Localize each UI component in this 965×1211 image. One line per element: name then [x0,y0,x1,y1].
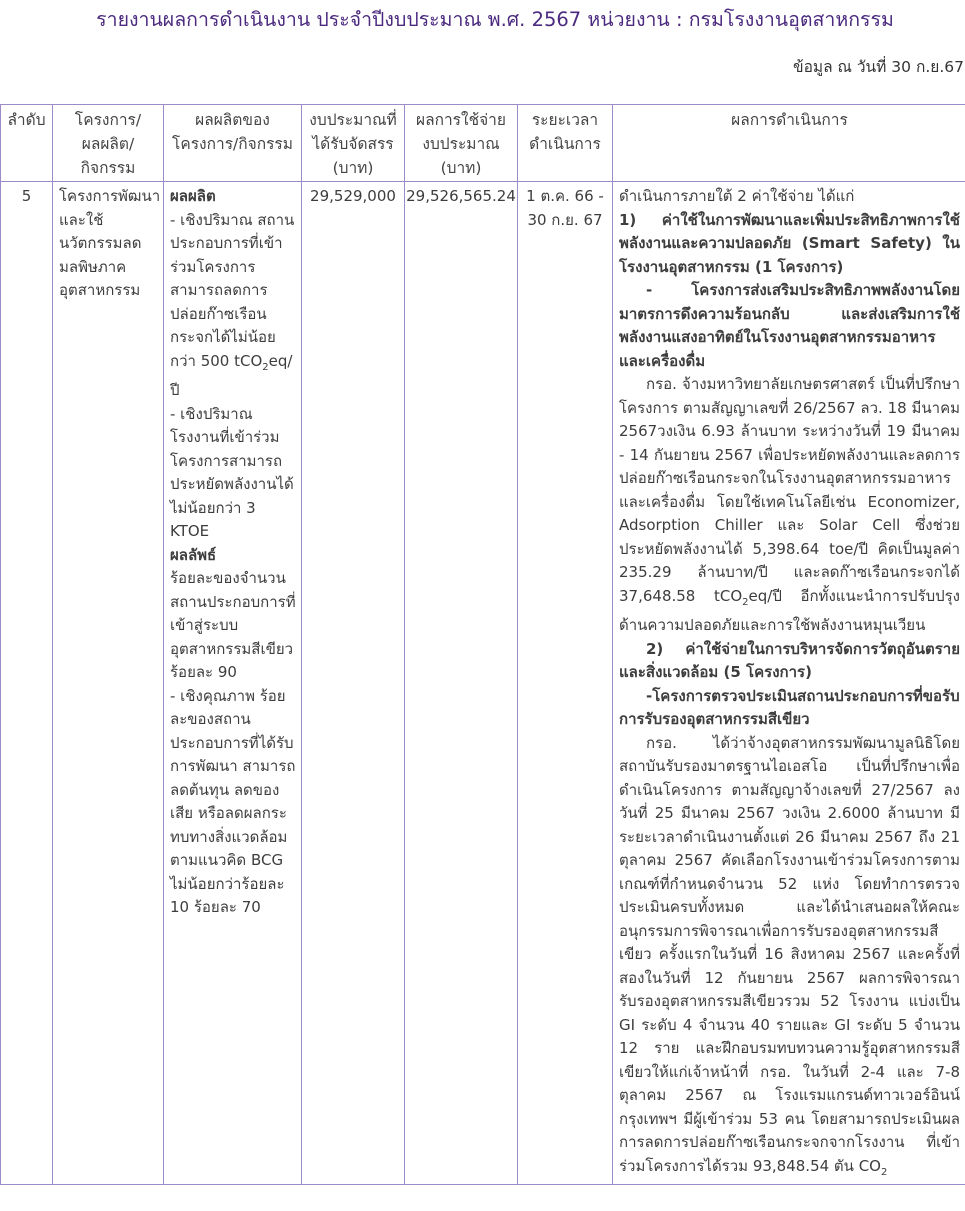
result-heading-1: 1) ค่าใช้ในการพัฒนาและเพิ่มประสิทธิภาพการใช้พลังงานและความปลอดภัย (Smart Safety) ในโรงงานอุตสาหกรรม (1 โครงการ) [619,210,960,276]
result-paragraph-2: กรอ. ได้ว่าจ้างอุตสาหกรรมพัฒนามูลนิธิโดยสถาบันรับรองมาตรฐานไอเอสโอ เป็นที่ปรึกษาเพื่อดำเนินโครงการ ตามสัญญาจ้างเลขที่ 27/2567 ลงวันที่ 25 มีนาคม 2567 วงเงิน 2.6000 ล้านบาท มีระยะเวลาดำเนินงานตั้งแต่ 26 มีนาคม 2567 ถึง 21 ตุลาคม 2567 คัดเลือกโรงงานเข้าร่วมโครงการตามเกณฑ์ที่กำหนดจำนวน 52 แห่ง โดยทำการตรวจประเมินครบทั้งหมด และได้นำเสนอผลให้คณะอนุกรรมการพิจารณาเพื่อการรับรองอุตสาหกรรมสีเขียว ครั้งแรกในวันที่ 16 สิงหาคม 2567 และครั้งที่สองในวันที่ 12 กันยายน 2567 ผลการพิจารณารับรองอุตสาหกรรมสีเขียวรวม 52 โรงงาน แบ่งเป็น GI ระดับ 4 จำนวน 40 รายและ GI ระดับ 5 จำนวน 12 ราย และฝึกอบรมทบทวนความรู้อุตสาหกรรมสีเขียวให้แก่เจ้าหน้าที่ กรอ. ในวันที่ 2-4 และ 7-8 ตุลาคม 2567 ณ โรงแรมแกรนด์ทาวเวอร์อินน์ กรุงเทพฯ มีผู้เข้าร่วม 53 คน โดยสามารถประเมินผลการลดการปล่อยก๊าซเรือนกระจกจากโรงงาน ที่เข้าร่วมโครงการได้รวม 93,848.54 ตัน $CO_2$ [619,733,960,1178]
row-number: 5 [1,182,53,1185]
table-header-row [1,105,965,182]
col-header-budget-allocated: งบประมาณที่ ได้รับจัดสรร (บาท) [302,105,405,182]
outcome-heading: ผลลัพธ์ [170,545,217,564]
period: 1 ต.ค. 66 - 30 ก.ย. 67 [518,182,613,1185]
table-row [1,182,965,1185]
output-item-energy: - เชิงปริมาณ โรงงานที่เข้าร่วมโครงการสามารถประหยัดพลังงานได้ไม่น้อยกว่า 3 KTOE [170,404,294,540]
output-cell [164,182,302,1185]
result-paragraph-1: กรอ. จ้างมหาวิทยาลัยเกษตรศาสตร์ เป็นที่ปรึกษาโครงการ ตามสัญญาเลขที่ 26/2567 ลว. 18 มีนาคม 2567วงเงิน 6.93 ล้านบาท ระหว่างวันที่ 19 มีนาคม - 14 กันยายน 2567 เพื่อประหยัดพลังงานและลดการปล่อยก๊าซเรือนกระจกในโรงงานอุตสาหกรรมอาหารและเครื่องดื่ม โดยใช้เทคโนโลยีเช่น Economizer, Adsorption Chiller และ Solar Cell ซึ่งช่วยประหยัดพลังงานได้ 5,398.64 toe/ปี คิดเป็นมูลค่า 235.29 ล้านบาท/ปี และลดก๊าซเรือนกระจกได้ 37,648.58 tCO$_2$eq/ปี อีกทั้งแนะนำการปรับปรุงด้านความปลอดภัยและการใช้พลังงานหมุนเวียน [619,375,960,634]
col-header-result: ผลการดำเนินการ [613,105,965,182]
col-header-project: โครงการ/ ผลผลิต/ กิจกรรม [53,105,164,182]
result-subproject-1: - โครงการส่งเสริมประสิทธิภาพพลังงานโดยมาตรการดึงความร้อนกลับ และส่งเสริมการใช้พลังงานแสงอาทิตย์ในโรงงานอุตสาหกรรมอาหารและเครื่องดื่ม [619,281,960,370]
col-header-output: ผลผลิตของ โครงการ/กิจกรรม [164,105,302,182]
result-heading-2: 2) ค่าใช้จ่ายในการบริหารจัดการวัตถุอันตรายและสิ่งแวดล้อม (5 โครงการ) [619,639,960,681]
outcome-item-quality: - เชิงคุณภาพ ร้อยละของสถานประกอบการที่ได้รับการพัฒนา สามารถลดต้นทุน ลดของเสีย หรือลดผลกระทบทางสิ่งแวดล้อมตามแนวคิด BCG ไม่น้อยกว่าร้อยละ 10 ร้อยละ 70 [170,686,296,916]
col-header-budget-spent: ผลการใช้จ่าย งบประมาณ (บาท) [405,105,518,182]
budget-allocated: 29,529,000 [302,182,405,1185]
report-title: รายงานผลการดำเนินงาน ประจำปีงบประมาณ พ.ศ. 2567 หน่วยงาน : กรมโรงงานอุตสาหกรรม [96,8,894,31]
data-as-of-date: ข้อมูล ณ วันที่ 30 ก.ย.67 [793,58,964,76]
col-header-no: ลำดับ [1,105,53,182]
output-heading: ผลผลิต [170,187,216,205]
report-table [0,104,965,1185]
result-cell [613,182,965,1185]
result-subproject-2: -โครงการตรวจประเมินสถานประกอบการที่ขอรับการรับรองอุตสาหกรรมสีเขียว [619,686,960,728]
outcome-item-green-industry: ร้อยละของจำนวนสถานประกอบการที่เข้าสู่ระบบอุตสาหกรรมสีเขียว ร้อยละ 90 [170,569,296,681]
project-name: โครงการพัฒนาและใช้นวัตกรรมลดมลพิษภาคอุตสาหกรรม [53,182,164,1185]
col-header-period: ระยะเวลา ดำเนินการ [518,105,613,182]
budget-spent: 29,526,565.24 [405,182,518,1185]
output-item-ghg: - เชิงปริมาณ สถานประกอบการที่เข้าร่วมโครงการสามารถลดการปล่อยก๊าซเรือนกระจกได้ไม่น้อยกว่า 500 tCO$_2$eq/ปี [170,210,295,399]
result-intro: ดำเนินการภายใต้ 2 ค่าใช้จ่าย ได้แก่ [619,187,855,205]
